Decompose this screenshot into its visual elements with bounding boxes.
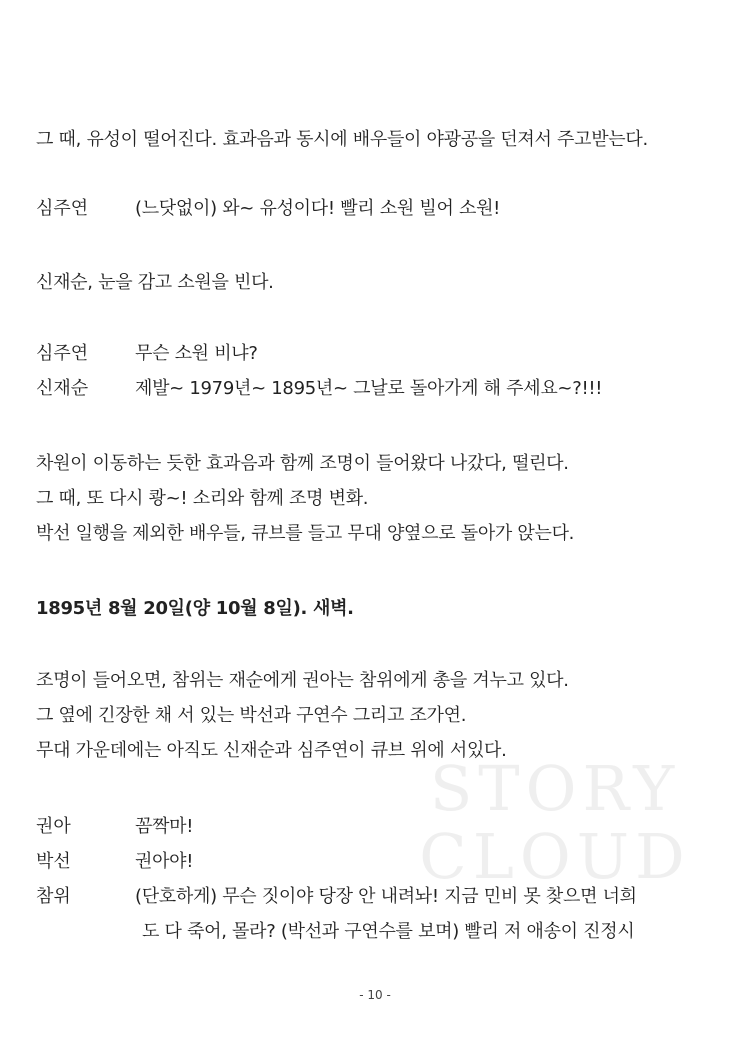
stage-direction: 그 때, 또 다시 쾅~! 소리와 함께 조명 변화. — [36, 488, 369, 509]
watermark — [405, 752, 705, 893]
speaker-name: 신재순 — [36, 378, 89, 399]
stage-direction: 그 옆에 긴장한 채 서 있는 박선과 구연수 그리고 조가연. — [36, 705, 467, 726]
dialogue-line: 무슨 소원 비냐? — [135, 343, 258, 364]
stage-direction: 신재순, 눈을 감고 소원을 빈다. — [36, 272, 274, 293]
stage-direction: 그 때, 유성이 떨어진다. 효과음과 동시에 배우들이 야광공을 던져서 주고받는다. — [36, 129, 648, 150]
dialogue-line: (느닷없이) 와~ 유성이다! 빨리 소원 빌어 소원! — [135, 198, 501, 219]
stage-direction: 차원이 이동하는 듯한 효과음과 함께 조명이 들어왔다 나갔다, 떨린다. — [36, 453, 569, 474]
stage-direction: 박선 일행을 제외한 배우들, 큐브를 들고 무대 양옆으로 돌아가 앉는다. — [36, 523, 575, 544]
dialogue-line: 꼼짝마! — [135, 816, 194, 837]
dialogue-line-continuation: 도 다 죽어, 몰라? (박선과 구연수를 보며) 빨리 저 애송이 진정시 — [142, 921, 635, 942]
speaker-name: 박선 — [36, 851, 71, 872]
speaker-name: 권아 — [36, 816, 71, 837]
dialogue-line: 제발~ 1979년~ 1895년~ 그날로 돌아가게 해 주세요~?!!! — [135, 378, 603, 399]
speaker-name: 심주연 — [36, 198, 89, 219]
stage-direction: 조명이 들어오면, 참위는 재순에게 권아는 참위에게 총을 겨누고 있다. — [36, 670, 569, 691]
watermark-line-1: STORY — [429, 752, 681, 825]
stage-direction: 무대 가운데에는 아직도 신재순과 심주연이 큐브 위에 서있다. — [36, 740, 507, 761]
dialogue-line: 권아야! — [135, 851, 194, 872]
dialogue-line: (단호하게) 무슨 짓이야 당장 안 내려놔! 지금 민비 못 찾으면 너희 — [135, 886, 637, 907]
speaker-name: 심주연 — [36, 343, 89, 364]
scene-heading: 1895년 8월 20일(양 10월 8일). 새벽. — [36, 598, 354, 619]
page-number: - 10 - — [359, 988, 391, 1002]
speaker-name: 참위 — [36, 886, 71, 907]
watermark-line-2: CLOUD — [419, 820, 691, 893]
